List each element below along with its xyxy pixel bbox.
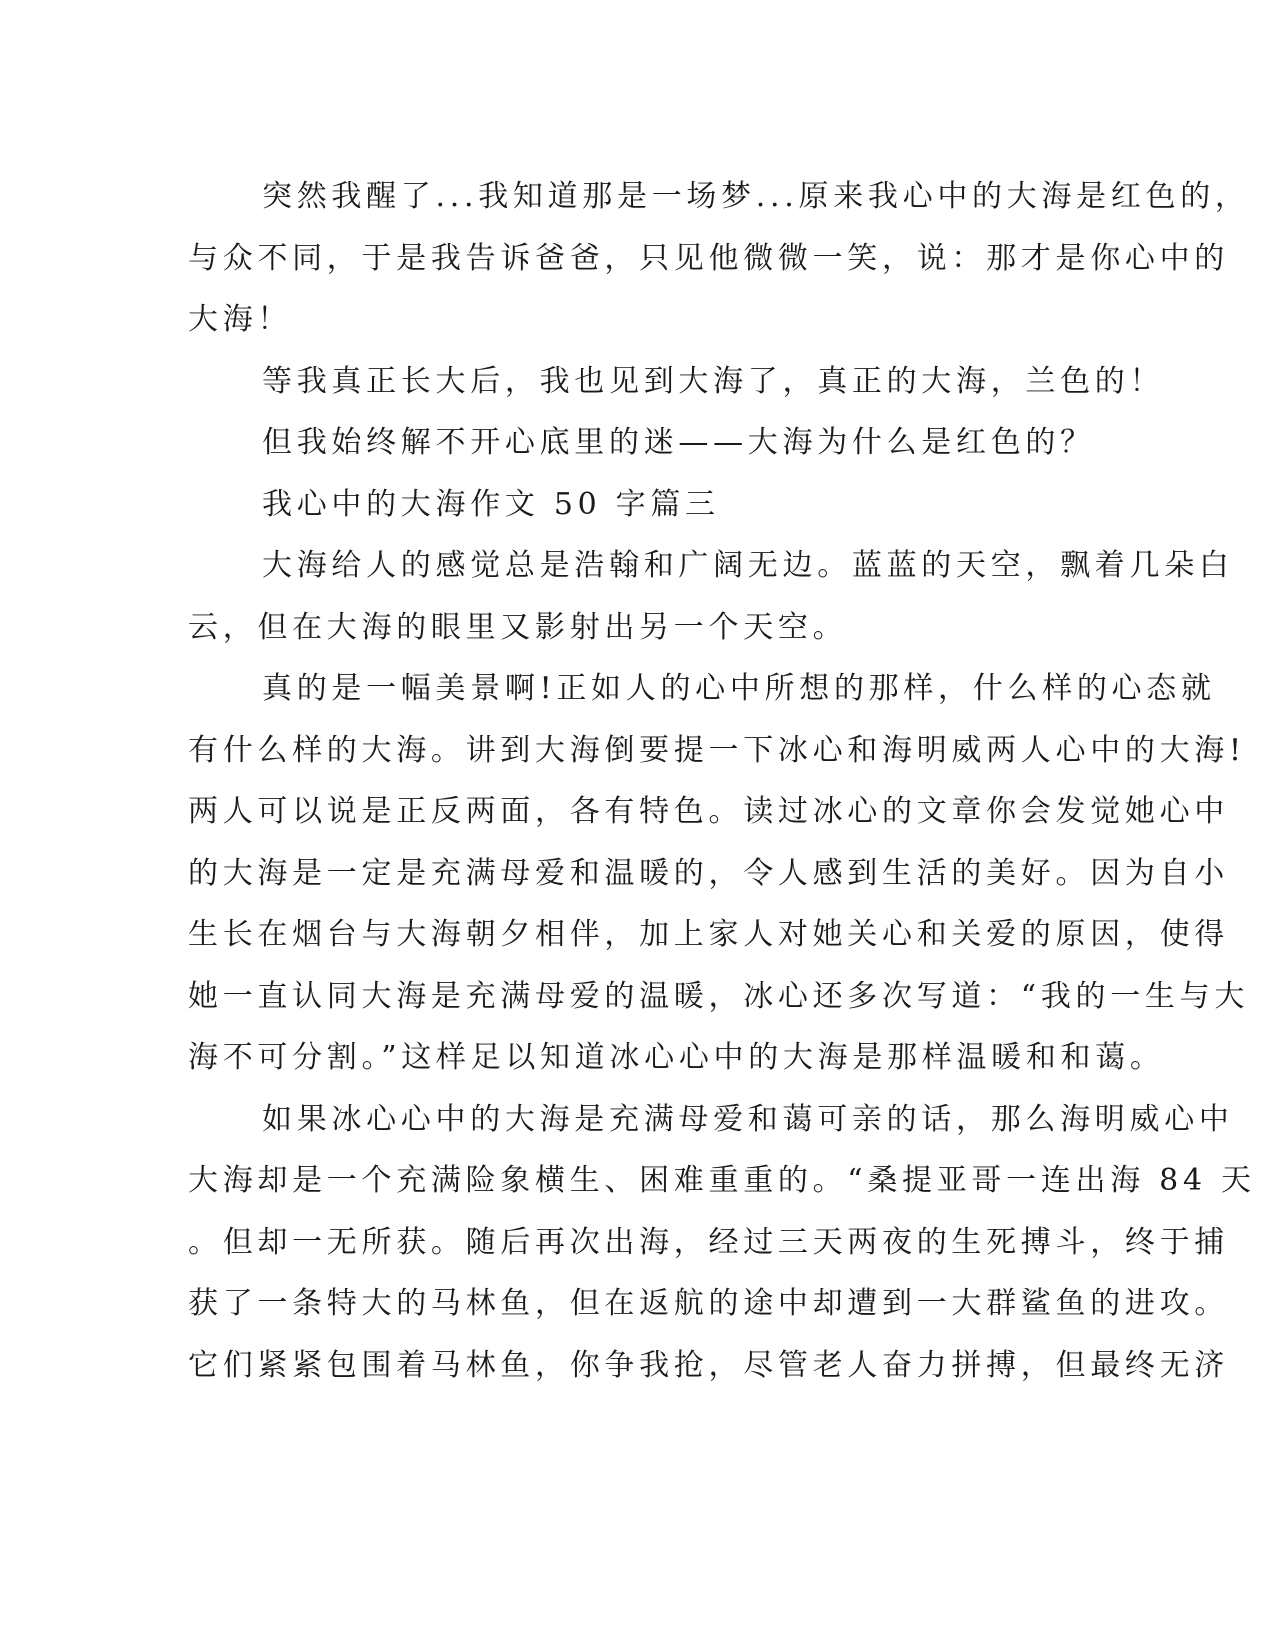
paragraph-1-line-3: 大海！ — [188, 302, 293, 337]
paragraph-2-line-1: 等我真正长大后，我也见到大海了，真正的大海，兰色的！ — [262, 363, 1165, 399]
paragraph-4-line-1: 大海给人的感觉总是浩翰和广阔无边。蓝蓝的天空，飘着几朵白 — [262, 548, 1234, 583]
paragraph-6-line-1: 如果冰心心中的大海是充满母爱和蔼可亲的话，那么海明威心中 — [262, 1101, 1234, 1137]
paragraph-6-line-4: 获了一条特大的马林鱼，但在返航的途中却遭到一大群鲨鱼的进攻。 — [188, 1286, 1229, 1321]
paragraph-1-line-1: 突然我醒了...我知道那是一场梦...原来我心中的大海是红色的， — [262, 179, 1250, 214]
paragraph-5-line-1: 真的是一幅美景啊!正如人的心中所想的那样，什么样的心态就 — [262, 671, 1216, 706]
paragraph-5-line-5: 生长在烟台与大海朝夕相伴，加上家人对她关心和关爱的原因，使得 — [188, 917, 1229, 952]
paragraph-6-line-5: 它们紧紧包围着马林鱼，你争我抢，尽管老人奋力拼搏，但最终无济 — [188, 1347, 1229, 1383]
section-heading: 我心中的大海作文 50 字篇三 — [262, 486, 720, 522]
paragraph-5-line-4: 的大海是一定是充满母爱和温暖的，令人感到生活的美好。因为自小 — [188, 855, 1229, 891]
paragraph-4-line-2: 云，但在大海的眼里又影射出另一个天空。 — [188, 609, 848, 645]
paragraph-5-line-2: 有什么样的大海。讲到大海倒要提一下冰心和海明威两人心中的大海! — [188, 732, 1246, 768]
paragraph-6-line-2: 大海却是一个充满险象横生、困难重重的。“桑提亚哥一连出海 84 天 — [188, 1163, 1256, 1198]
paragraph-3-line-1: 但我始终解不开心底里的迷——大海为什么是红色的？ — [262, 425, 1095, 460]
essay-body — [188, 166, 1256, 1396]
paragraph-5-line-7: 海不可分割。”这样足以知道冰心心中的大海是那样温暖和和蔼。 — [188, 1040, 1165, 1075]
paragraph-5-line-3: 两人可以说是正反两面，各有特色。读过冰心的文章你会发觉她心中 — [188, 794, 1229, 829]
paragraph-6-line-3: 。但却一无所获。随后再次出海，经过三天两夜的生死搏斗，终于捕 — [188, 1224, 1229, 1260]
paragraph-5-line-6: 她一直认同大海是充满母爱的温暖，冰心还多次写道：“我的一生与大 — [188, 978, 1250, 1014]
paragraph-1-line-2: 与众不同，于是我告诉爸爸，只见他微微一笑，说：那才是你心中的 — [188, 240, 1229, 276]
